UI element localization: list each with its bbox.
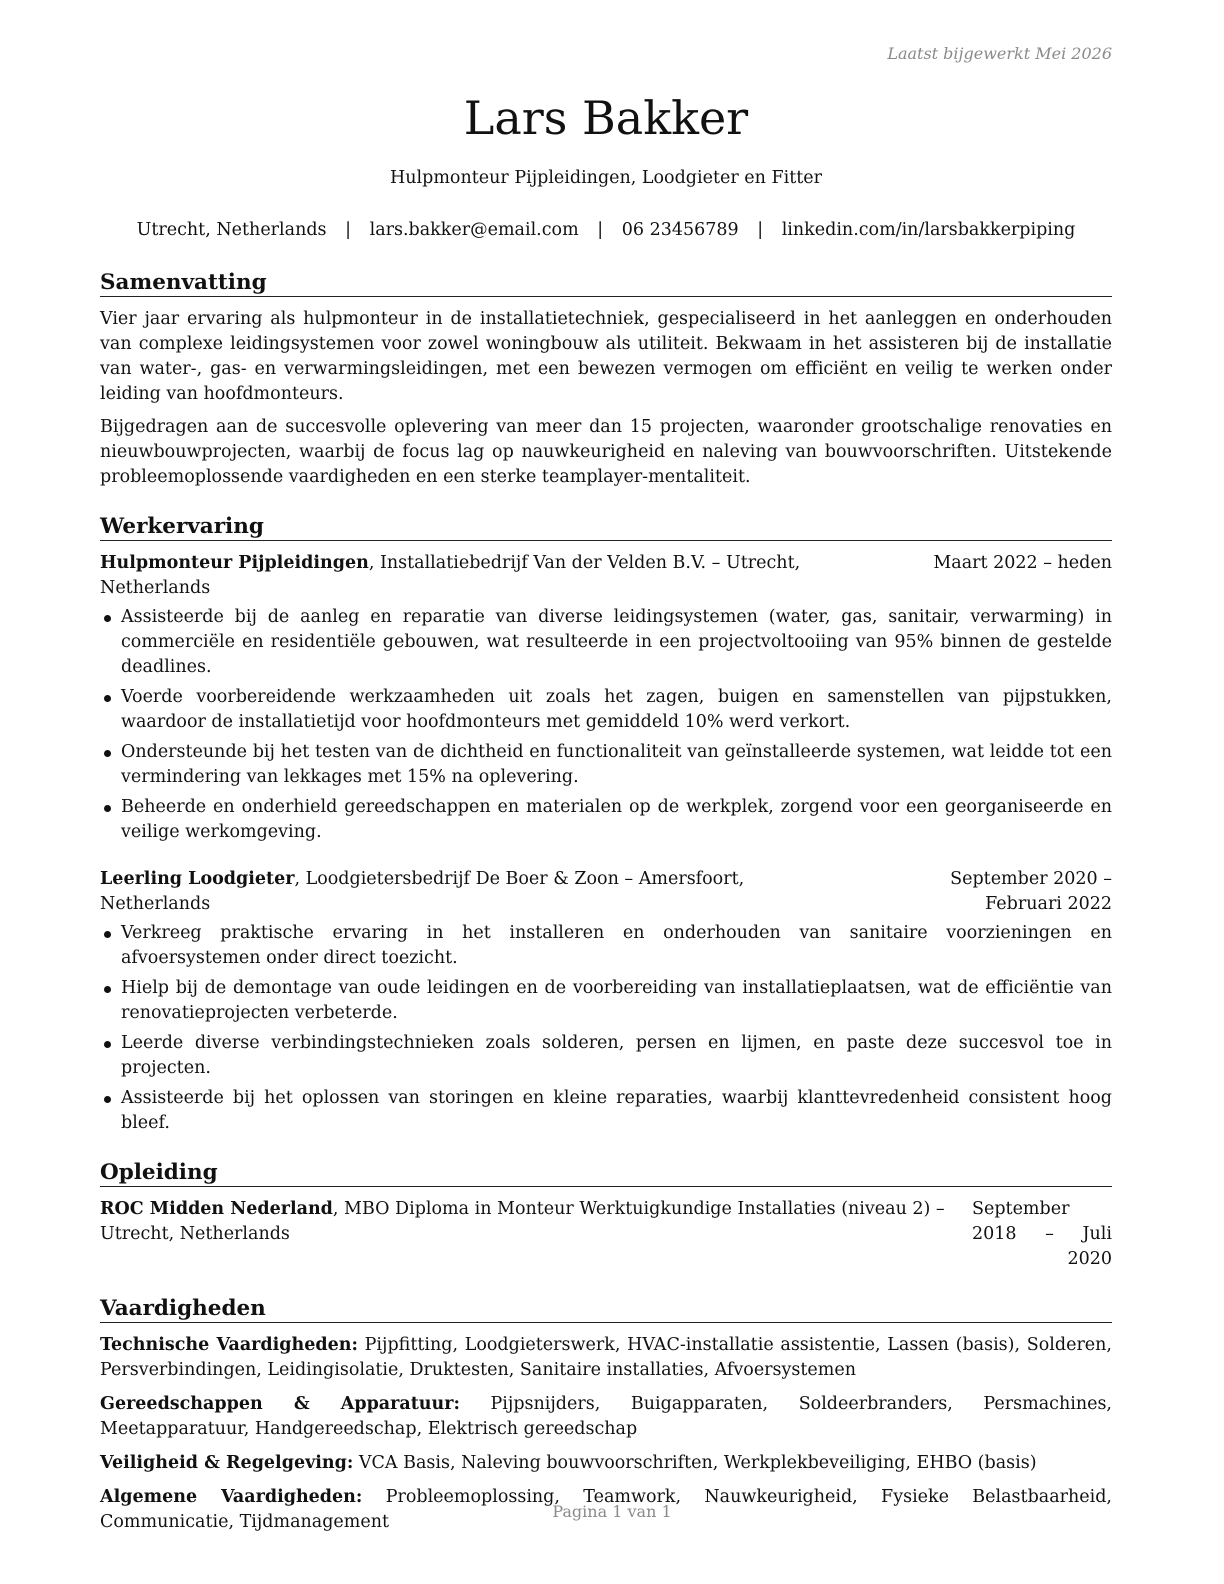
job-bullets — [100, 921, 1112, 1136]
list-item: Beheerde en onderhield gereedschappen en materialen op de werkplek, zorgend voor een georganiseerde en veilige werkomgeving. — [100, 795, 1112, 845]
candidate-subtitle: Hulpmonteur Pijpleidingen, Loodgieter en Fitter — [390, 168, 822, 188]
job-header — [100, 867, 1112, 917]
skill-items: Pijpsnijders, Buigapparaten, Soldeerbranders, Persmachines, Meetapparatuur, Handgereedschap, Elektrisch gereedschap — [100, 1394, 1112, 1439]
job-title-line — [100, 551, 909, 601]
education-dates: September 2018 – Juli 2020 — [972, 1199, 1112, 1269]
section-title-summary: Samenvatting — [100, 270, 1112, 297]
list-item: Voerde voorbereidende werkzaamheden uit zoals het zagen, buigen en samenstellen van pijpstukken, waardoor de installatietijd voor hoofdmonteurs met gemiddeld 10% werd verkort. — [100, 685, 1112, 735]
list-item: Hielp bij de demontage van oude leidingen en de voorbereiding van installatieplaatsen, wat de efficiëntie van renovatieprojecten verbeterde. — [100, 976, 1112, 1026]
contact-email[interactable]: lars.bakker@email.com — [369, 220, 579, 240]
skill-group — [100, 1451, 1112, 1476]
contact-separator: | — [597, 220, 604, 240]
contact-phone: 06 23456789 — [621, 220, 739, 240]
section-title-education: Opleiding — [100, 1160, 1112, 1187]
last-updated-note: Laatst bijgewerkt Mei 2026 — [887, 44, 1112, 63]
list-item: Verkreeg praktische ervaring in het installeren en onderhouden van sanitaire voorzieningen en afvoersystemen onder direct toezicht. — [100, 921, 1112, 971]
list-item: Assisteerde bij de aanleg en reparatie van diverse leidingsystemen (water, gas, sanitair, verwarming) in commerciële en residentiële gebouwen, wat resulteerde in een projectvoltooiing van 95% binnen de gestelde deadlines. — [100, 605, 1112, 680]
skill-items: VCA Basis, Naleving bouwvoorschriften, Werkplekbeveiliging, EHBO (basis) — [358, 1453, 1037, 1473]
contact-separator: | — [757, 220, 764, 240]
skill-items: Pijpfitting, Loodgieterswerk, HVAC-installatie assistentie, Lassen (basis), Solderen, Persverbindingen, Leidingisolatie, Druktesten, Sanitaire installaties, Afvoersystemen — [100, 1335, 1112, 1380]
skill-label: Gereedschappen & Apparatuur: — [100, 1394, 460, 1414]
skill-group — [100, 1333, 1112, 1383]
contact-linkedin[interactable]: linkedin.com/in/larsbakkerpiping — [781, 220, 1076, 240]
job-entry — [100, 551, 1112, 845]
page-number: Pagina 1 van 1 — [552, 1502, 672, 1521]
job-title-line — [100, 867, 848, 917]
education-line — [100, 1197, 948, 1272]
skill-items: Probleemoplossing, Teamwork, Nauwkeurigheid, Fysieke Belastbaarheid, Communicatie, Tijdmanagement — [100, 1487, 1112, 1532]
job-header — [100, 551, 1112, 601]
education-school: ROC Midden Nederland — [100, 1199, 333, 1219]
education-details: , MBO Diploma in Monteur Werktuigkundige Installaties (niveau 2) – Utrecht, Netherlands — [100, 1199, 945, 1244]
summary-paragraph: Bijgedragen aan de succesvolle oplevering van meer dan 15 projecten, waaronder grootschalige renovaties en nieuwbouwprojecten, waarbij de focus lag op nauwkeurigheid en naleving van bouwvoorschriften. Uitstekende probleemoplossende vaardigheden en een sterke teamplayer-mentaliteit. — [100, 417, 1112, 487]
education-entry — [100, 1197, 1112, 1272]
job-bullets — [100, 605, 1112, 845]
job-details: , Installatiebedrijf Van der Velden B.V. – Utrecht, Netherlands — [100, 553, 801, 598]
job-entry — [100, 867, 1112, 1136]
skill-label: Algemene Vaardigheden: — [100, 1487, 363, 1507]
skill-group — [100, 1392, 1112, 1442]
contact-line — [100, 218, 1112, 242]
job-dates: September 2020 – Februari 2022 — [950, 869, 1112, 914]
contact-separator: | — [345, 220, 352, 240]
list-item: Leerde diverse verbindingstechnieken zoals solderen, persen en lijmen, en paste deze succesvol toe in projecten. — [100, 1031, 1112, 1081]
resume-content — [100, 90, 1112, 1544]
skill-label: Veiligheid & Regelgeving: — [100, 1453, 354, 1473]
job-role: Hulpmonteur Pijpleidingen — [100, 553, 369, 573]
job-dates: Maart 2022 – heden — [933, 553, 1112, 573]
list-item: Ondersteunde bij het testen van de dichtheid en functionaliteit van geïnstalleerde systemen, wat leidde tot een vermindering van lekkages met 15% na oplevering. — [100, 740, 1112, 790]
section-title-experience: Werkervaring — [100, 514, 1112, 541]
section-title-skills: Vaardigheden — [100, 1296, 1112, 1323]
job-role: Leerling Loodgieter — [100, 869, 295, 889]
candidate-name: Lars Bakker — [463, 91, 749, 145]
contact-location: Utrecht, Netherlands — [136, 220, 327, 240]
summary-paragraph: Vier jaar ervaring als hulpmonteur in de installatietechniek, gespecialiseerd in het aanleggen en onderhouden van complexe leidingsystemen voor zowel woningbouw als utiliteit. Bekwaam in het assisteren bij de installatie van water-, gas- en verwarmingsleidingen, met een bewezen vermogen om efficiënt en veilig te werken onder leiding van hoofdmonteurs. — [100, 309, 1112, 404]
skill-label: Technische Vaardigheden: — [100, 1335, 358, 1355]
list-item: Assisteerde bij het oplossen van storingen en kleine reparaties, waarbij klanttevredenheid consistent hoog bleef. — [100, 1086, 1112, 1136]
job-details: , Loodgietersbedrijf De Boer & Zoon – Amersfoort, Netherlands — [100, 869, 745, 914]
